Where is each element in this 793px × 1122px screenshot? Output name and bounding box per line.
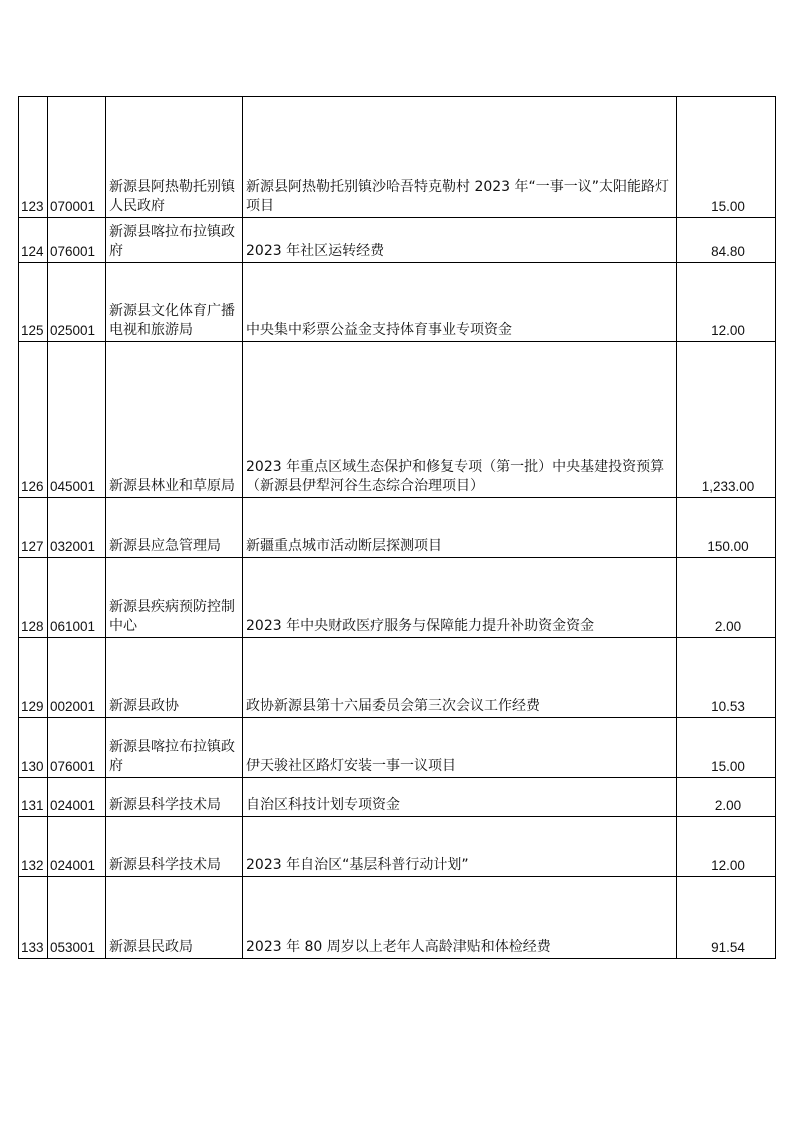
unit-name: 新源县文化体育广播电视和旅游局: [106, 263, 243, 342]
amount: 2.00: [677, 778, 776, 817]
project-name: 新疆重点城市活动断层探测项目: [243, 498, 677, 558]
unit-code: 025001: [48, 263, 106, 342]
project-name: 伊天骏社区路灯安装一事一议项目: [243, 718, 677, 778]
project-name: 自治区科技计划专项资金: [243, 778, 677, 817]
project-name: 新源县阿热勒托别镇沙哈吾特克勒村 2023 年“一事一议”太阳能路灯项目: [243, 97, 677, 218]
row-number: 127: [19, 498, 48, 558]
unit-name: 新源县科学技术局: [106, 778, 243, 817]
table-row: [19, 498, 776, 558]
amount: 91.54: [677, 877, 776, 959]
unit-code: 076001: [48, 718, 106, 778]
row-number: 128: [19, 558, 48, 638]
row-number: 125: [19, 263, 48, 342]
funding-table: [18, 96, 776, 959]
unit-name: 新源县喀拉布拉镇政府: [106, 718, 243, 778]
table-row: [19, 263, 776, 342]
row-number: 131: [19, 778, 48, 817]
unit-code: 076001: [48, 218, 106, 263]
unit-code: 024001: [48, 817, 106, 877]
row-number: 123: [19, 97, 48, 218]
project-name: 2023 年重点区域生态保护和修复专项（第一批）中央基建投资预算（新源县伊犁河谷生态综合治理项目）: [243, 342, 677, 498]
unit-name: 新源县应急管理局: [106, 498, 243, 558]
project-name: 政协新源县第十六届委员会第三次会议工作经费: [243, 638, 677, 718]
amount: 10.53: [677, 638, 776, 718]
table-row: [19, 817, 776, 877]
row-number: 129: [19, 638, 48, 718]
unit-code: 061001: [48, 558, 106, 638]
row-number: 124: [19, 218, 48, 263]
table-row: [19, 638, 776, 718]
project-name: 中央集中彩票公益金支持体育事业专项资金: [243, 263, 677, 342]
project-name: 2023 年社区运转经费: [243, 218, 677, 263]
amount: 12.00: [677, 817, 776, 877]
project-name: 2023 年 80 周岁以上老年人高龄津贴和体检经费: [243, 877, 677, 959]
amount: 15.00: [677, 97, 776, 218]
unit-code: 002001: [48, 638, 106, 718]
unit-code: 070001: [48, 97, 106, 218]
unit-name: 新源县政协: [106, 638, 243, 718]
amount: 2.00: [677, 558, 776, 638]
amount: 1,233.00: [677, 342, 776, 498]
unit-code: 032001: [48, 498, 106, 558]
table-row: [19, 877, 776, 959]
project-name: 2023 年中央财政医疗服务与保障能力提升补助资金资金: [243, 558, 677, 638]
table-row: [19, 97, 776, 218]
row-number: 126: [19, 342, 48, 498]
table-row: [19, 558, 776, 638]
unit-code: 053001: [48, 877, 106, 959]
amount: 150.00: [677, 498, 776, 558]
row-number: 133: [19, 877, 48, 959]
table-row: [19, 718, 776, 778]
unit-name: 新源县喀拉布拉镇政府: [106, 218, 243, 263]
unit-name: 新源县林业和草原局: [106, 342, 243, 498]
unit-name: 新源县疾病预防控制中心: [106, 558, 243, 638]
unit-name: 新源县民政局: [106, 877, 243, 959]
amount: 84.80: [677, 218, 776, 263]
unit-name: 新源县阿热勒托别镇人民政府: [106, 97, 243, 218]
unit-code: 024001: [48, 778, 106, 817]
table-row: [19, 218, 776, 263]
row-number: 132: [19, 817, 48, 877]
table-row: [19, 342, 776, 498]
amount: 15.00: [677, 718, 776, 778]
project-name: 2023 年自治区“基层科普行动计划”: [243, 817, 677, 877]
row-number: 130: [19, 718, 48, 778]
table-row: [19, 778, 776, 817]
unit-code: 045001: [48, 342, 106, 498]
amount: 12.00: [677, 263, 776, 342]
unit-name: 新源县科学技术局: [106, 817, 243, 877]
